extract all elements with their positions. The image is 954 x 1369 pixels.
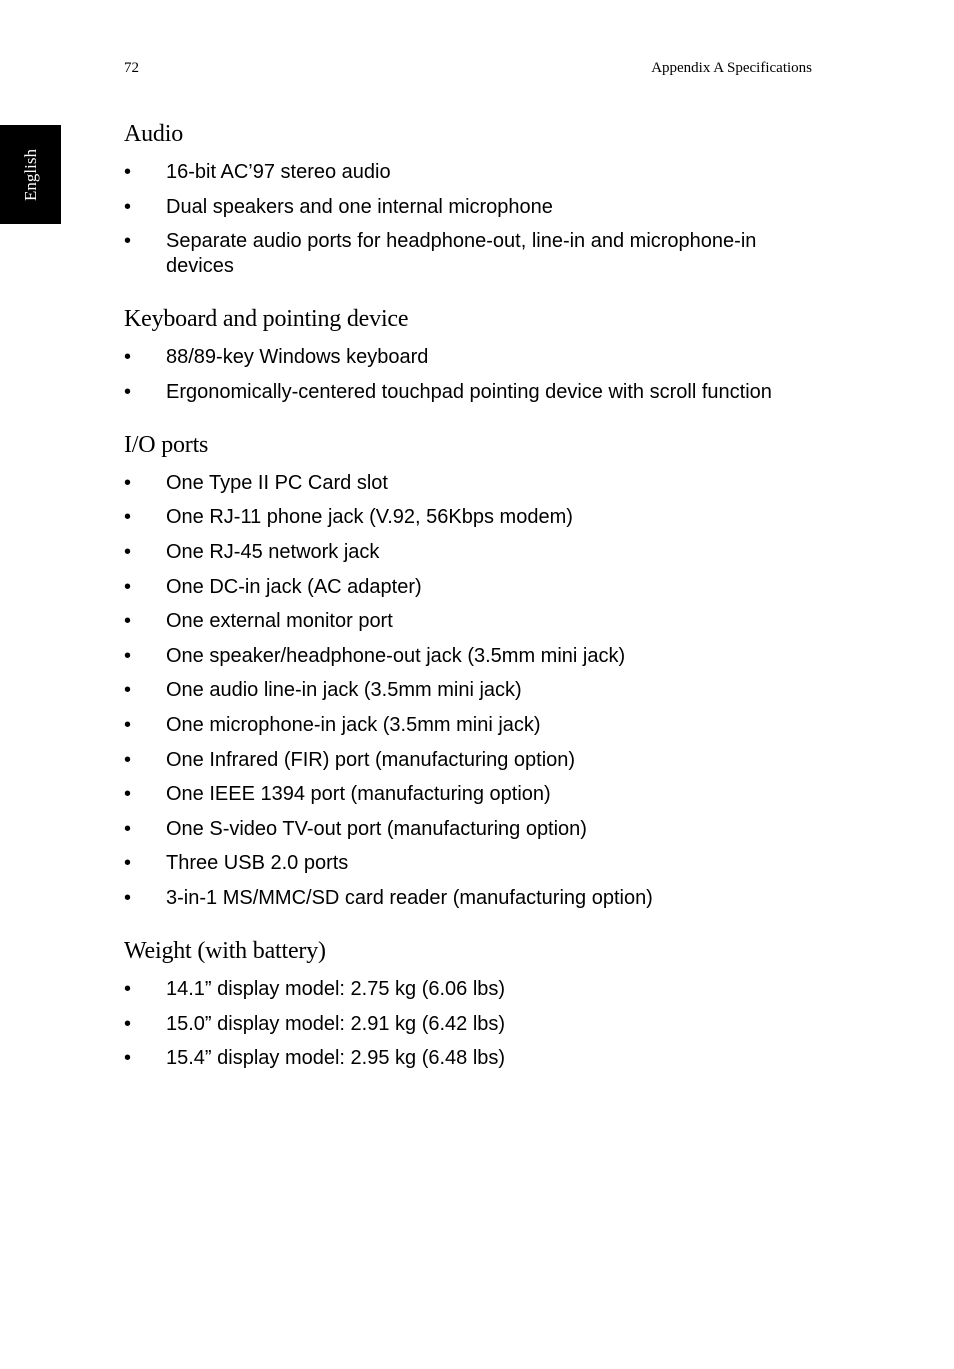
list-item (124, 345, 814, 370)
bullet-icon: • (124, 713, 132, 736)
bullet-icon: • (124, 977, 132, 1000)
list-item (124, 229, 814, 279)
list-item (124, 886, 814, 911)
bullet-icon: • (124, 346, 132, 369)
bullet-icon: • (124, 852, 132, 875)
section-io-ports (124, 430, 814, 911)
bullet-icon: • (124, 817, 132, 840)
bullet-icon: • (124, 679, 132, 702)
section-title: I/O ports (124, 431, 209, 458)
list-item (124, 644, 814, 669)
list-item-text: 15.4” display model: 2.95 kg (6.48 lbs) (166, 1047, 506, 1070)
bullet-icon: • (124, 1012, 132, 1035)
list-item (124, 851, 814, 876)
bullet-icon: • (124, 575, 132, 598)
section-audio (124, 119, 814, 279)
bullet-icon: • (124, 886, 132, 909)
list-item (124, 575, 814, 600)
bullet-list (124, 471, 814, 911)
list-item-text: Ergonomically-centered touchpad pointing device with scroll function (166, 380, 772, 403)
list-item (124, 160, 814, 185)
bullet-icon: • (124, 506, 132, 529)
bullet-icon: • (124, 230, 132, 253)
list-item-text: Dual speakers and one internal microphone (166, 195, 553, 218)
bullet-list (124, 977, 814, 1071)
list-item-text: One Type II PC Card slot (166, 471, 388, 494)
list-item (124, 817, 814, 842)
list-item (124, 748, 814, 773)
bullet-icon: • (124, 540, 132, 563)
bullet-icon: • (124, 1047, 132, 1070)
list-item-text: One speaker/headphone-out jack (3.5mm mini jack) (166, 644, 626, 667)
bullet-icon: • (124, 471, 132, 494)
bullet-icon: • (124, 195, 132, 218)
page-content (124, 119, 814, 1096)
list-item-text: 16-bit AC’97 stereo audio (166, 161, 391, 183)
list-item-text: 15.0” display model: 2.91 kg (6.42 lbs) (166, 1012, 506, 1035)
section-weight (124, 936, 814, 1071)
section-title: Keyboard and pointing device (124, 306, 409, 333)
bullet-icon: • (124, 748, 132, 771)
list-item (124, 380, 814, 405)
list-item (124, 540, 814, 565)
bullet-icon: • (124, 380, 132, 403)
section-title: Weight (with battery) (124, 937, 326, 964)
section-keyboard (124, 304, 814, 405)
list-item-text: 88/89-key Windows keyboard (166, 346, 429, 369)
bullet-list (124, 345, 814, 405)
bullet-icon: • (124, 783, 132, 806)
list-item-text: Separate audio ports for headphone-out, line-in and microphone-in devices (166, 230, 757, 278)
list-item (124, 782, 814, 807)
section-title: Audio (124, 121, 184, 147)
running-header: Appendix A Specifications (651, 60, 812, 76)
list-item-text: 14.1” display model: 2.75 kg (6.06 lbs) (166, 977, 506, 1000)
language-tab-label: English (20, 148, 40, 201)
list-item (124, 713, 814, 738)
list-item-text: One external monitor port (166, 610, 393, 633)
list-item (124, 678, 814, 703)
list-item (124, 1012, 814, 1037)
bullet-list (124, 160, 814, 279)
list-item (124, 1046, 814, 1071)
list-item-text: One RJ-11 phone jack (V.92, 56Kbps modem) (166, 506, 573, 529)
list-item (124, 195, 814, 220)
list-item-text: One DC-in jack (AC adapter) (166, 575, 422, 598)
list-item (124, 609, 814, 634)
language-tab (0, 125, 61, 224)
list-item-text: One Infrared (FIR) port (manufacturing option) (166, 748, 576, 771)
list-item (124, 471, 814, 496)
page-number: 72 (124, 60, 139, 76)
list-item-text: One S-video TV-out port (manufacturing option) (166, 817, 587, 840)
list-item-text: Three USB 2.0 ports (166, 852, 349, 875)
list-item-text: One RJ-45 network jack (166, 540, 380, 563)
bullet-icon: • (124, 161, 132, 183)
list-item-text: One IEEE 1394 port (manufacturing option) (166, 783, 551, 806)
bullet-icon: • (124, 610, 132, 633)
list-item (124, 977, 814, 1002)
list-item-text: One microphone-in jack (3.5mm mini jack) (166, 713, 541, 736)
list-item-text: One audio line-in jack (3.5mm mini jack) (166, 679, 522, 702)
list-item (124, 505, 814, 530)
list-item-text: 3-in-1 MS/MMC/SD card reader (manufacturing option) (166, 886, 653, 909)
bullet-icon: • (124, 644, 132, 667)
